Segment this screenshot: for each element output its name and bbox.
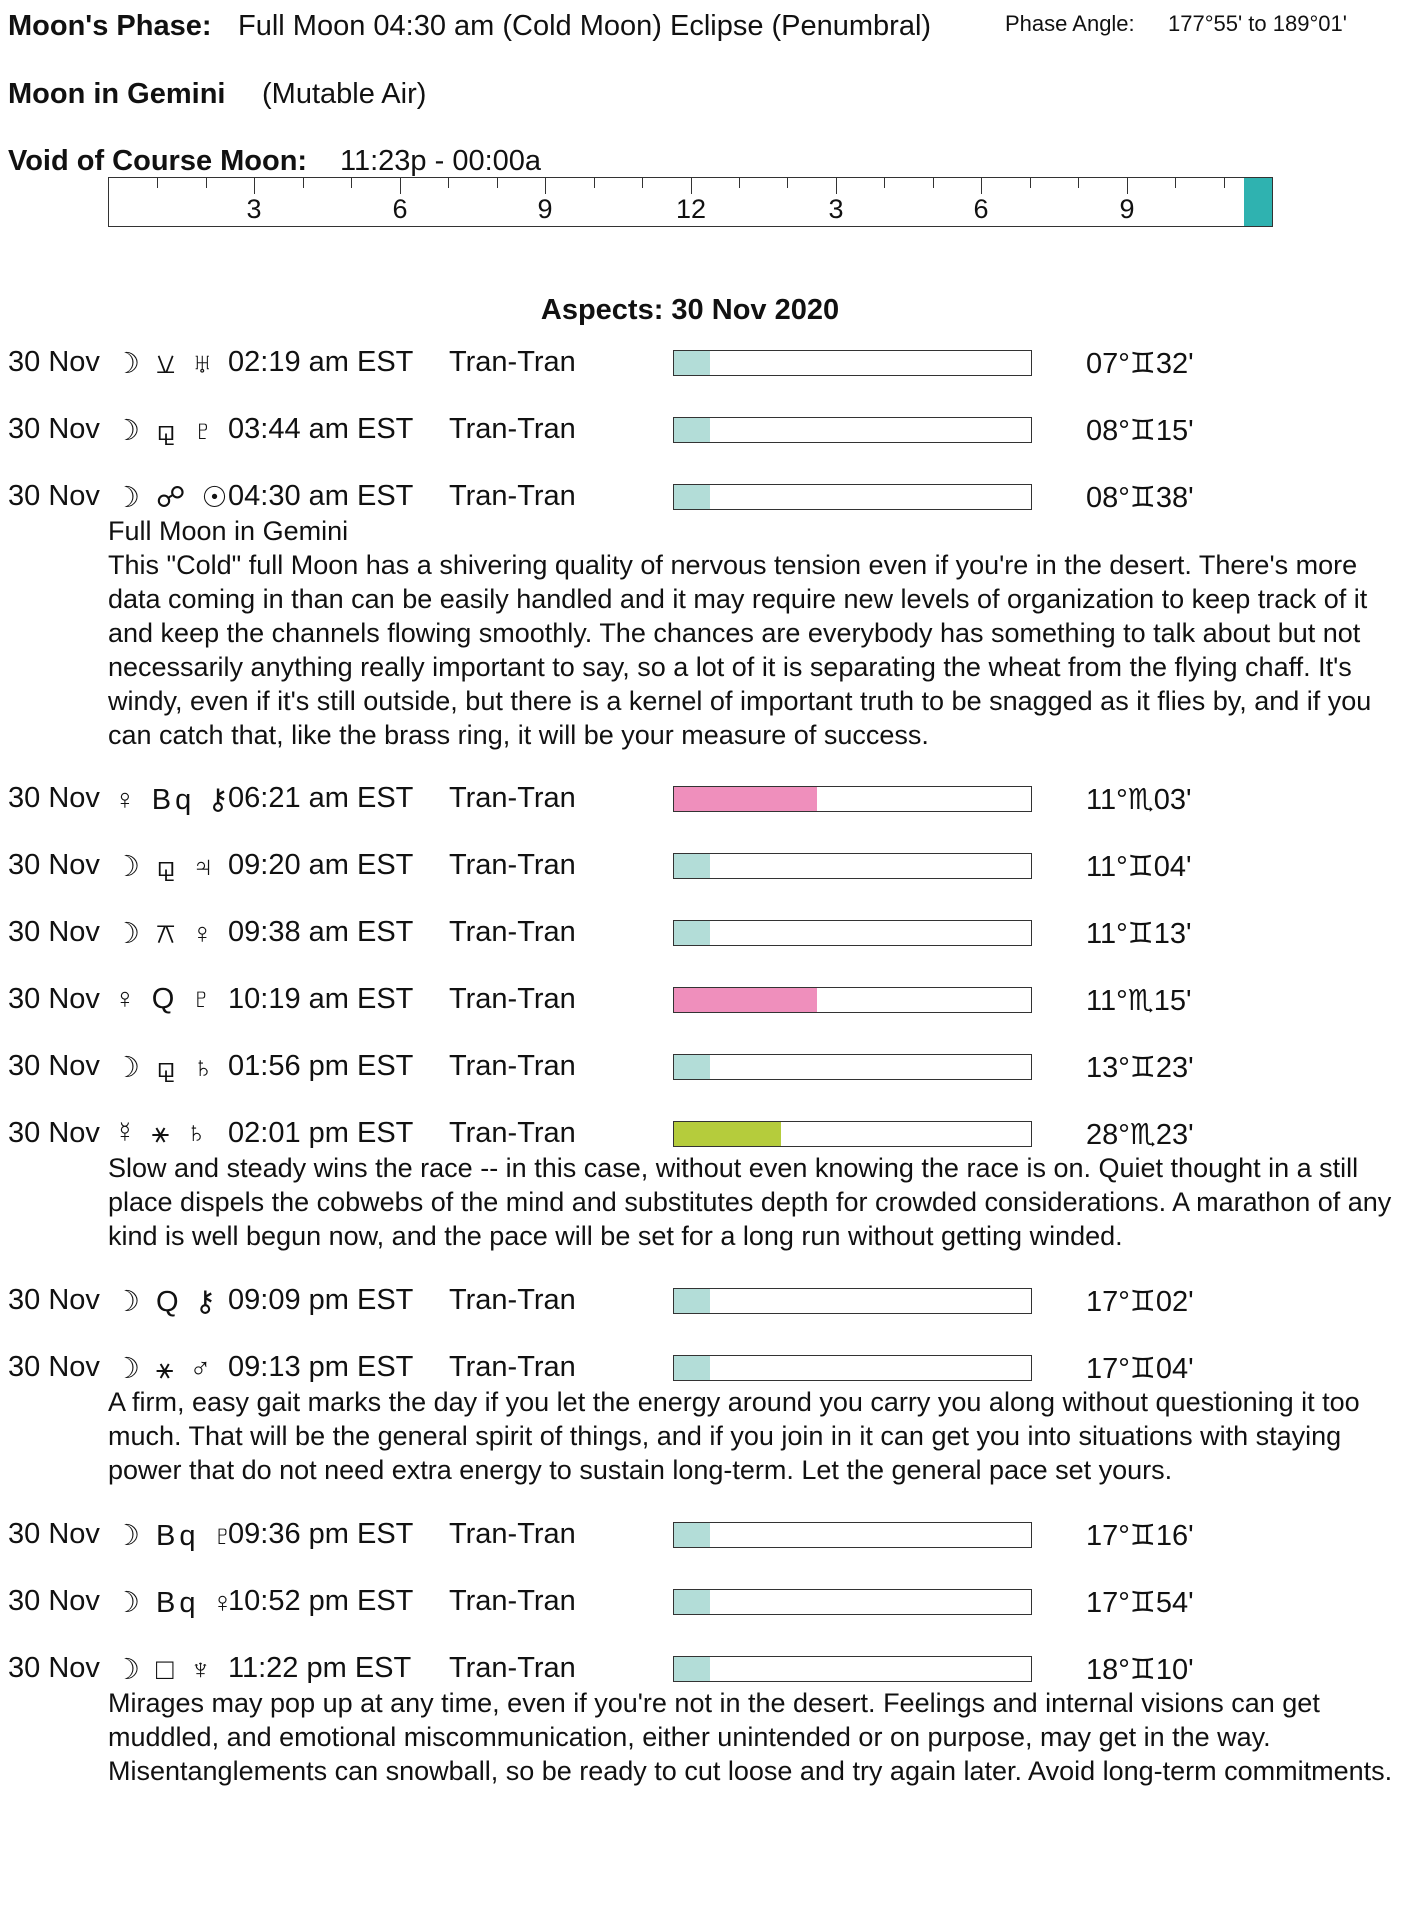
aspect-type: Tran-Tran bbox=[449, 1585, 576, 1618]
aspect-date: 30 Nov bbox=[8, 982, 100, 1015]
aspect-position: 08°♊15' bbox=[1086, 415, 1194, 447]
aspect-strength-bar bbox=[673, 1121, 1032, 1147]
aspect-strength-fill bbox=[674, 1055, 710, 1079]
aspect-strength-fill bbox=[674, 418, 710, 442]
aspect-time: 09:36 pm EST bbox=[228, 1518, 414, 1551]
aspect-glyphs: ☽ ⚹ ♂ bbox=[114, 1353, 216, 1385]
timeline-hour-label: 9 bbox=[1119, 194, 1135, 224]
timeline-hour-label: 3 bbox=[246, 194, 262, 224]
aspect-position: 11°♊04' bbox=[1086, 850, 1192, 883]
timeline-hour-label: 6 bbox=[392, 194, 408, 224]
aspect-time: 10:19 am EST bbox=[228, 982, 414, 1015]
phase-angle-value: 177°55' to 189°01' bbox=[1168, 11, 1347, 36]
aspect-date: 30 Nov bbox=[8, 480, 100, 512]
aspect-glyphs: ♀ Q ♇ bbox=[114, 982, 217, 1015]
timeline-tick bbox=[1030, 178, 1031, 188]
timeline-hour-label: 6 bbox=[973, 194, 989, 224]
aspect-row bbox=[0, 1652, 1419, 1688]
aspect-position: 13°♊23' bbox=[1086, 1051, 1194, 1084]
aspect-glyphs: ☽ □ ♆ bbox=[114, 1654, 216, 1687]
aspect-time: 09:38 am EST bbox=[228, 915, 414, 948]
aspect-time: 11:22 pm EST bbox=[228, 1652, 412, 1685]
aspect-position: 17°♊04' bbox=[1086, 1353, 1194, 1385]
aspect-strength-fill bbox=[674, 854, 710, 878]
aspect-date: 30 Nov bbox=[8, 1652, 100, 1685]
timeline-tick bbox=[497, 178, 498, 188]
timeline-tick bbox=[981, 178, 982, 194]
aspect-strength-bar bbox=[673, 350, 1032, 376]
timeline-tick bbox=[1078, 178, 1079, 188]
aspect-date: 30 Nov bbox=[8, 915, 100, 948]
aspect-date: 30 Nov bbox=[8, 848, 100, 881]
moon-sign-value: (Mutable Air) bbox=[262, 78, 427, 110]
aspect-description: Slow and steady wins the race -- in this case, without even knowing the race is on. Quiet thought in a still place dispels the cobwebs of the mind and substitutes depth for crowded considerations. A marathon of any kind is well begun now, and the pace will be set for a long run without getting winded. bbox=[108, 1152, 1399, 1251]
aspect-row bbox=[0, 782, 1419, 818]
aspect-row bbox=[0, 916, 1419, 952]
timeline-tick bbox=[836, 178, 837, 194]
aspect-position: 18°♊10' bbox=[1086, 1654, 1194, 1687]
aspect-date: 30 Nov bbox=[8, 1518, 100, 1551]
aspect-position: 28°♏23' bbox=[1086, 1118, 1194, 1151]
aspect-row bbox=[0, 1050, 1419, 1086]
aspect-strength-bar bbox=[673, 1288, 1032, 1314]
aspect-type: Tran-Tran bbox=[449, 1049, 576, 1082]
timeline-hour-label: 12 bbox=[675, 194, 707, 224]
aspect-type: Tran-Tran bbox=[449, 1652, 576, 1685]
aspect-strength-fill bbox=[674, 1289, 710, 1313]
aspect-time: 04:30 am EST bbox=[228, 480, 414, 512]
moon-phase-value: Full Moon 04:30 am (Cold Moon) Eclipse (Penumbral) bbox=[238, 10, 932, 42]
aspect-time: 10:52 pm EST bbox=[228, 1585, 414, 1618]
aspect-strength-fill bbox=[674, 351, 710, 375]
aspect-glyphs: ☽ Q ⚷ bbox=[114, 1286, 220, 1318]
aspect-time: 06:21 am EST bbox=[228, 781, 414, 814]
aspect-date: 30 Nov bbox=[8, 1351, 100, 1383]
timeline-tick bbox=[545, 178, 546, 194]
timeline-tick bbox=[933, 178, 934, 188]
aspect-type: Tran-Tran bbox=[449, 781, 576, 814]
aspect-glyphs: ☽ ☍ ☉ bbox=[114, 482, 232, 514]
aspect-strength-bar bbox=[673, 1355, 1032, 1381]
aspect-strength-fill bbox=[674, 921, 710, 945]
aspect-glyphs: ☽ ⚻ ♀ bbox=[114, 917, 218, 950]
timeline-tick bbox=[594, 178, 595, 188]
aspect-strength-bar bbox=[673, 1656, 1032, 1682]
aspect-strength-fill bbox=[674, 485, 710, 509]
aspect-date: 30 Nov bbox=[8, 781, 100, 814]
aspect-description: Full Moon in Gemini This "Cold" full Moon has a shivering quality of nervous tension even if you're in the desert. There's more data coming in than can be easily handled and it may require new levels of organization to keep track of it and keep the channels flowing smoothly. The chances are everybody has something to talk about but not necessarily anything really important to say, so a lot of it is separating the wheat from the flying chaff. It's windy, even if it's still outside, but there is a kernel of important truth to be snagged as it flies by, and if you can catch that, like the brass ring, it will be your measure of success. bbox=[108, 516, 1372, 750]
aspect-type: Tran-Tran bbox=[449, 413, 576, 445]
aspect-row bbox=[0, 1518, 1419, 1554]
aspect-time: 02:01 pm EST bbox=[228, 1116, 414, 1149]
aspect-position: 11°♏15' bbox=[1086, 984, 1192, 1017]
aspect-strength-bar bbox=[673, 1589, 1032, 1615]
aspect-time: 09:09 pm EST bbox=[228, 1284, 414, 1316]
aspect-strength-bar bbox=[673, 417, 1032, 443]
aspect-row bbox=[0, 1351, 1419, 1387]
aspect-row bbox=[0, 983, 1419, 1019]
aspect-row bbox=[0, 346, 1419, 382]
aspect-type: Tran-Tran bbox=[449, 1116, 576, 1149]
aspect-description: A firm, easy gait marks the day if you let the energy around you carry you along without questioning it too much. That will be the general spirit of things, and if you join in it can get you into situations with staying power that do not need extra energy to sustain long-term. Let the general pace set yours. bbox=[108, 1387, 1368, 1485]
aspect-date: 30 Nov bbox=[8, 346, 100, 378]
aspect-time: 09:20 am EST bbox=[228, 848, 414, 881]
aspect-strength-fill bbox=[674, 1122, 781, 1146]
aspect-type: Tran-Tran bbox=[449, 1351, 576, 1383]
aspect-strength-bar bbox=[673, 484, 1032, 510]
aspect-glyphs: ☿ ⚹ ♄ bbox=[114, 1116, 212, 1149]
timeline-tick bbox=[206, 178, 207, 188]
aspect-strength-bar bbox=[673, 1522, 1032, 1548]
aspect-time: 03:44 am EST bbox=[228, 413, 414, 445]
aspect-type: Tran-Tran bbox=[449, 1284, 576, 1316]
aspect-strength-fill bbox=[674, 1523, 710, 1547]
aspect-time: 02:19 am EST bbox=[228, 346, 414, 378]
void-of-course-marker bbox=[1244, 178, 1272, 226]
aspect-row bbox=[0, 1117, 1419, 1153]
aspect-type: Tran-Tran bbox=[449, 346, 576, 378]
aspect-glyphs: ☽ ⚼ ♃ bbox=[114, 850, 218, 883]
timeline-tick bbox=[642, 178, 643, 188]
aspect-type: Tran-Tran bbox=[449, 915, 576, 948]
aspect-strength-bar bbox=[673, 920, 1032, 946]
void-of-course-value: 11:23p - 00:00a bbox=[340, 145, 542, 177]
aspect-glyphs: ☽ Bq ♀ bbox=[114, 1587, 238, 1620]
aspect-strength-fill bbox=[674, 988, 817, 1012]
aspect-time: 01:56 pm EST bbox=[228, 1049, 414, 1082]
aspect-strength-fill bbox=[674, 1657, 710, 1681]
timeline-tick bbox=[1224, 178, 1225, 188]
aspect-strength-bar bbox=[673, 853, 1032, 879]
aspect-date: 30 Nov bbox=[8, 1284, 100, 1316]
aspect-strength-bar bbox=[673, 786, 1032, 812]
aspect-type: Tran-Tran bbox=[449, 1518, 576, 1551]
aspect-glyphs: ☽ ⚼ ♇ bbox=[114, 415, 218, 447]
aspect-row bbox=[0, 849, 1419, 885]
aspect-position: 17°♊02' bbox=[1086, 1286, 1194, 1318]
aspect-row bbox=[0, 413, 1419, 449]
aspect-glyphs: ♀ Bq ⚷ bbox=[114, 783, 233, 816]
aspect-row bbox=[0, 1284, 1419, 1320]
void-of-course-label: Void of Course Moon: bbox=[8, 145, 308, 177]
aspect-position: 11°♏03' bbox=[1086, 783, 1192, 816]
aspect-position: 17°♊54' bbox=[1086, 1587, 1194, 1620]
timeline-tick bbox=[739, 178, 740, 188]
timeline-tick bbox=[884, 178, 885, 188]
timeline-tick bbox=[254, 178, 255, 194]
aspect-position: 08°♊38' bbox=[1086, 482, 1194, 514]
moon-sign-label: Moon in Gemini bbox=[8, 78, 226, 110]
aspect-position: 17°♊16' bbox=[1086, 1520, 1194, 1553]
aspect-date: 30 Nov bbox=[8, 1116, 100, 1149]
aspect-type: Tran-Tran bbox=[449, 480, 576, 512]
phase-angle-label: Phase Angle: bbox=[1005, 11, 1135, 36]
aspect-type: Tran-Tran bbox=[449, 982, 576, 1015]
aspect-strength-fill bbox=[674, 1590, 710, 1614]
timeline-tick bbox=[1127, 178, 1128, 194]
timeline-tick bbox=[157, 178, 158, 188]
aspect-strength-bar bbox=[673, 987, 1032, 1013]
void-of-course-timeline bbox=[108, 177, 1273, 227]
aspect-position: 11°♊13' bbox=[1086, 917, 1192, 950]
timeline-tick bbox=[448, 178, 449, 188]
timeline-tick bbox=[1175, 178, 1176, 188]
timeline-tick bbox=[787, 178, 788, 188]
aspect-strength-fill bbox=[674, 787, 817, 811]
aspect-glyphs: ☽ ⚺ ♅ bbox=[114, 348, 218, 380]
aspect-description: Mirages may pop up at any time, even if you're not in the desert. Feelings and internal visions can get muddled, and emotional miscommunication, either unintended or on purpose, may get in the way. Misentanglements can snowball, so be ready to cut loose and try again later. Avoid long-term commitments. bbox=[108, 1688, 1393, 1787]
aspect-row bbox=[0, 480, 1419, 516]
aspect-strength-fill bbox=[674, 1356, 710, 1380]
aspect-time: 09:13 pm EST bbox=[228, 1351, 414, 1383]
aspect-strength-bar bbox=[673, 1054, 1032, 1080]
aspect-row bbox=[0, 1585, 1419, 1621]
timeline-tick bbox=[400, 178, 401, 194]
aspect-glyphs: ☽ ⚼ ♄ bbox=[114, 1051, 218, 1084]
aspects-title: Aspects: 30 Nov 2020 bbox=[540, 294, 840, 326]
timeline-hour-label: 3 bbox=[828, 194, 844, 224]
aspect-date: 30 Nov bbox=[8, 413, 100, 445]
moon-phase-label: Moon's Phase: bbox=[8, 10, 212, 42]
aspect-date: 30 Nov bbox=[8, 1049, 100, 1082]
aspect-type: Tran-Tran bbox=[449, 848, 576, 881]
timeline-tick bbox=[691, 178, 692, 194]
timeline-tick bbox=[351, 178, 352, 188]
timeline-tick bbox=[303, 178, 304, 188]
aspect-date: 30 Nov bbox=[8, 1585, 100, 1618]
aspect-glyphs: ☽ Bq ♇ bbox=[114, 1520, 238, 1553]
aspect-position: 07°♊32' bbox=[1086, 348, 1194, 380]
timeline-hour-label: 9 bbox=[537, 194, 553, 224]
